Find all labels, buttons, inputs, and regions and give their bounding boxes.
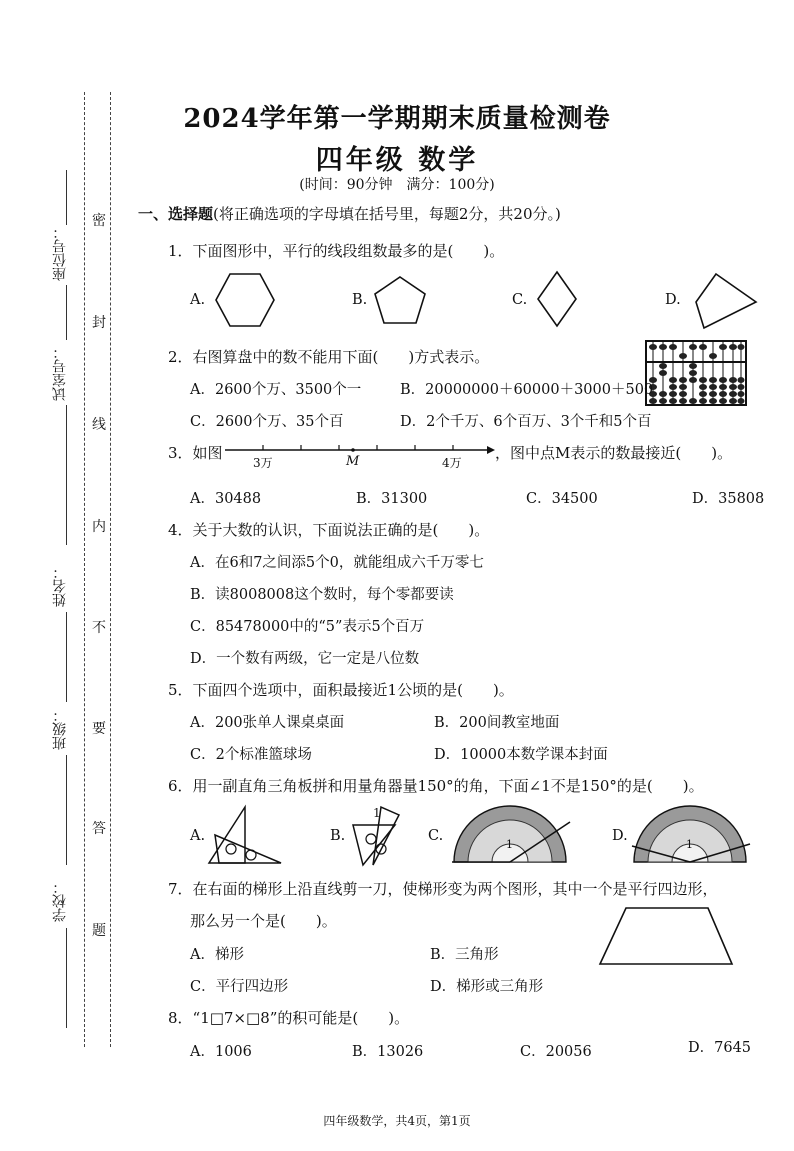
school-field[interactable]	[66, 928, 67, 1028]
class-field[interactable]	[66, 755, 67, 865]
seal-char-2: 封	[92, 315, 106, 331]
q4-option-d[interactable]: D．一个数有两级，它一定是八位数	[190, 651, 420, 667]
question-2	[168, 346, 489, 367]
q4-option-a[interactable]: A．在6和7之间添5个0，就能组成六千万零七	[190, 555, 484, 571]
q5-option-a[interactable]: A．200张单人课桌桌面	[190, 715, 345, 731]
question-8	[168, 1007, 409, 1028]
question-text: 在右面的梯形上沿直线剪一刀，使梯形变为两个图形，其中一个是平行四边形，	[192, 880, 718, 898]
q6-angle-label-c: 1	[506, 838, 513, 851]
q3-option-c[interactable]: C．34500	[526, 491, 598, 507]
binding-dashed-line-right	[110, 92, 111, 1047]
q1-option-d[interactable]: D.	[665, 292, 681, 308]
question-number: 5．	[168, 681, 193, 699]
seal-char-8: 题	[92, 923, 106, 939]
question-number: 8．	[168, 1009, 193, 1027]
q1-option-c[interactable]: C.	[512, 292, 528, 308]
number-line-label-left: 3万	[253, 456, 273, 470]
seal-char-6: 要	[92, 721, 106, 737]
seat-number-field-2[interactable]	[66, 285, 67, 340]
q2-option-c[interactable]: C．2600个万、35个百	[190, 414, 344, 430]
q8-option-a[interactable]: A．1006	[190, 1044, 252, 1060]
q4-option-b[interactable]: B．读8008008这个数时，每个零都要读	[190, 587, 454, 603]
question-text: 用一副直角三角板拼和用量角器量150°的角，下面∠1不是150°的是( )。	[192, 777, 704, 795]
exam-subtitle: 四年级 数学	[315, 145, 479, 176]
q1-option-a[interactable]: A.	[190, 292, 206, 308]
q6-option-a[interactable]: A.	[190, 828, 206, 844]
abacus-icon	[645, 340, 747, 406]
q6-angle-label-b: 1	[373, 806, 381, 820]
hexagon-icon	[215, 272, 275, 328]
question-number: 1．	[168, 242, 193, 260]
q7-option-d[interactable]: D．梯形或三角形	[430, 979, 544, 995]
question-text: 右图算盘中的数不能用下面( )方式表示。	[192, 348, 490, 366]
room-number-field[interactable]	[66, 405, 67, 545]
seal-char-5: 不	[92, 620, 106, 636]
seat-number-label: 座位号：	[52, 225, 68, 281]
question-7-line2: 那么另一个是( )。	[190, 912, 337, 930]
q5-option-b[interactable]: B．200间教室地面	[434, 715, 560, 731]
exam-title: 2024学年第一学期期末质量检测卷	[183, 104, 611, 134]
question-text: 下面图形中，平行的线段组数最多的是( )。	[192, 242, 505, 260]
q2-option-b[interactable]: B．20000000＋60000＋3000＋500	[400, 382, 654, 398]
question-3-end: ，图中点M表示的数最接近( )。	[495, 444, 733, 462]
rhombus-icon	[536, 270, 578, 328]
q7-option-a[interactable]: A．梯形	[190, 947, 244, 963]
question-text: 关于大数的认识，下面说法正确的是( )。	[192, 521, 490, 539]
q8-option-c[interactable]: C．20056	[520, 1044, 592, 1060]
q6-option-b[interactable]: B.	[330, 828, 346, 844]
protractor-icon-d	[632, 800, 752, 864]
q3-option-b[interactable]: B．31300	[356, 491, 428, 507]
triangle-rulers-icon-a	[205, 805, 283, 867]
q5-option-d[interactable]: D．10000本数学课本封面	[434, 747, 608, 763]
seal-char-4: 内	[92, 519, 106, 535]
question-4	[168, 519, 489, 540]
q7-option-c[interactable]: C．平行四边形	[190, 979, 289, 995]
section-note: (将正确选项的字母填在括号里，每题2分，共20分。)	[213, 205, 561, 223]
quadrilateral-icon	[694, 272, 758, 330]
question-number: 7．	[168, 880, 193, 898]
name-label: 姓名：	[52, 565, 68, 607]
question-5	[168, 679, 514, 700]
question-number: 6．	[168, 777, 193, 795]
section-label: 一、选择题	[138, 205, 214, 223]
q8-option-d[interactable]: D．7645	[688, 1040, 752, 1056]
q3-option-d[interactable]: D．35808	[692, 491, 765, 507]
exam-info: (时间：90分钟 满分：100分)	[299, 177, 495, 193]
question-7	[168, 878, 718, 899]
question-number: 4．	[168, 521, 193, 539]
q3-option-a[interactable]: A．30488	[190, 491, 262, 507]
seal-char-7: 答	[92, 821, 106, 837]
question-text: 下面四个选项中，面积最接近1公顷的是( )。	[192, 681, 514, 699]
protractor-icon-c	[452, 800, 572, 864]
number-line-label-right: 4万	[442, 456, 462, 470]
trapezoid-icon	[598, 906, 734, 966]
school-label: 学校：	[52, 880, 68, 922]
q7-option-b[interactable]: B．三角形	[430, 947, 499, 963]
question-text: “1□7×□8”的积可能是( )。	[192, 1009, 410, 1027]
q1-option-b[interactable]: B.	[352, 292, 368, 308]
pentagon-icon	[373, 275, 427, 325]
question-3-start	[168, 442, 223, 463]
class-label: 班级：	[52, 708, 68, 750]
question-1	[168, 240, 504, 261]
q6-option-d[interactable]: D.	[612, 828, 628, 844]
q6-angle-label-d: 1	[686, 838, 693, 851]
question-6	[168, 775, 704, 796]
q6-option-c[interactable]: C.	[428, 828, 444, 844]
number-line-label-m: M	[346, 454, 360, 469]
seal-char-1: 密	[92, 213, 106, 229]
room-number-label: 试室号：	[52, 345, 68, 401]
question-number: 3．	[168, 444, 193, 462]
q2-option-d[interactable]: D．2个千万、6个百万、3个千和5个百	[400, 414, 652, 430]
page-footer: 四年级数学，共4页，第1页	[323, 1114, 471, 1128]
binding-dashed-line-left	[84, 92, 85, 1047]
section-heading	[138, 203, 561, 224]
q2-option-a[interactable]: A．2600个万、3500个一	[190, 382, 362, 398]
name-field[interactable]	[66, 612, 67, 702]
question-number: 2．	[168, 348, 193, 366]
question-text-before: 如图	[192, 444, 223, 462]
q8-option-b[interactable]: B．13026	[352, 1044, 424, 1060]
q5-option-c[interactable]: C．2个标准篮球场	[190, 747, 312, 763]
seal-char-3: 线	[92, 417, 106, 433]
q4-option-c[interactable]: C．85478000中的“5”表示5个百万	[190, 619, 425, 635]
